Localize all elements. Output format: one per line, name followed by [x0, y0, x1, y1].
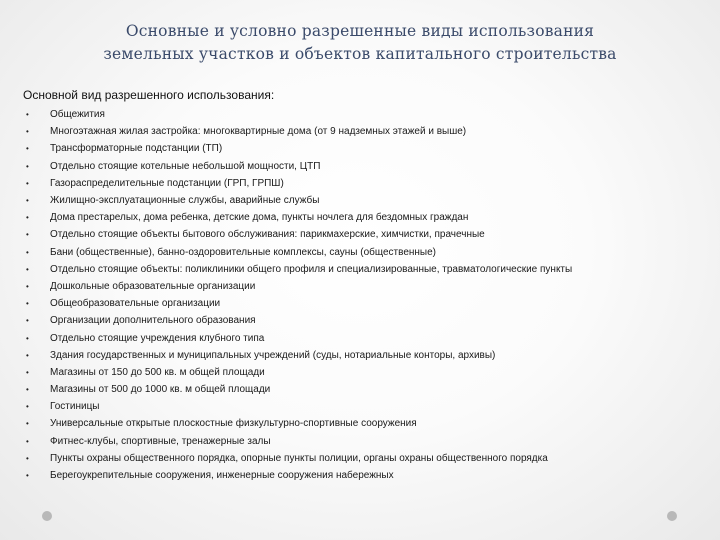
list-item-text: Организации дополнительного образования	[50, 315, 256, 327]
section-heading: Основной вид разрешенного использования:	[23, 88, 275, 102]
bullet-icon: •	[26, 264, 29, 274]
bullet-icon: •	[26, 419, 29, 429]
list-item	[26, 467, 572, 484]
list-item-text: Фитнес-клубы, спортивные, тренажерные залы	[50, 435, 271, 447]
bullet-icon: •	[26, 316, 29, 326]
list-item	[26, 450, 572, 467]
bullet-icon: •	[26, 281, 29, 291]
list-item	[26, 381, 572, 398]
decorative-dot-left	[42, 511, 52, 521]
list-item	[26, 278, 572, 295]
bullet-icon: •	[26, 453, 29, 463]
list-item-text: Отдельно стоящие объекты: поликлиники общего профиля и специализированные, травматологические пункты	[50, 263, 573, 275]
title-line-1: Основные и условно разрешенные виды использования	[125, 22, 595, 40]
list-item-text: Трансформаторные подстанции (ТП)	[50, 143, 223, 155]
bullet-icon: •	[26, 471, 29, 481]
bullet-icon: •	[26, 144, 29, 154]
list-item-text: Универсальные открытые плоскостные физкультурно-спортивные сооружения	[50, 418, 417, 430]
list-item-text: Общежития	[50, 109, 105, 121]
list-item-text: Магазины от 150 до 500 кв. м общей площади	[50, 366, 265, 378]
list-item	[26, 295, 572, 312]
list-item-text: Жилищно-эксплуатационные службы, аварийные службы	[50, 195, 320, 207]
slide-title	[0, 20, 720, 66]
bullet-icon: •	[26, 213, 29, 223]
list-item	[26, 192, 572, 209]
list-item	[26, 261, 572, 278]
list-item	[26, 433, 572, 450]
list-item-text: Магазины от 500 до 1000 кв. м общей площади	[50, 384, 271, 396]
list-item-text: Гостиницы	[50, 401, 100, 413]
list-item	[26, 312, 572, 329]
list-item-text: Здания государственных и муниципальных учреждений (суды, нотариальные конторы, архивы)	[50, 349, 496, 361]
list-item-text: Дошкольные образовательные организации	[50, 280, 256, 292]
list-item-text: Многоэтажная жилая застройка: многоквартирные дома (от 9 надземных этажей и выше)	[50, 126, 467, 138]
bullet-icon: •	[26, 299, 29, 309]
list-item	[26, 244, 572, 261]
bullet-icon: •	[26, 196, 29, 206]
title-line-2: земельных участков и объектов капитального строительства	[103, 45, 617, 63]
list-item-text: Отдельно стоящие учреждения клубного типа	[50, 332, 265, 344]
list-item-text: Бани (общественные), банно-оздоровительные комплексы, сауны (общественные)	[50, 246, 437, 258]
bullet-icon: •	[26, 230, 29, 240]
list-item	[26, 347, 572, 364]
list-item	[26, 140, 572, 157]
list-item-text: Пункты охраны общественного порядка, опорные пункты полиции, органы охраны общественного порядка	[50, 452, 548, 464]
list-item	[26, 123, 572, 140]
usage-list	[26, 106, 572, 484]
list-item-text: Газораспределительные подстанции (ГРП, ГРПШ)	[50, 177, 284, 189]
list-item-text: Отдельно стоящие котельные небольшой мощности, ЦТП	[50, 160, 321, 172]
bullet-icon: •	[26, 350, 29, 360]
list-item	[26, 415, 572, 432]
list-item-text: Берегоукрепительные сооружения, инженерные сооружения набережных	[50, 470, 394, 482]
bullet-icon: •	[26, 178, 29, 188]
bullet-icon: •	[26, 333, 29, 343]
decorative-dot-right	[667, 511, 677, 521]
list-item	[26, 209, 572, 226]
list-item	[26, 175, 572, 192]
bullet-icon: •	[26, 367, 29, 377]
list-item-text: Общеобразовательные организации	[50, 298, 221, 310]
list-item	[26, 398, 572, 415]
list-item	[26, 364, 572, 381]
list-item	[26, 106, 572, 123]
bullet-icon: •	[26, 247, 29, 257]
list-item	[26, 158, 572, 175]
bullet-icon: •	[26, 161, 29, 171]
bullet-icon: •	[26, 402, 29, 412]
list-item	[26, 329, 572, 346]
bullet-icon: •	[26, 110, 29, 120]
bullet-icon: •	[26, 127, 29, 137]
list-item	[26, 226, 572, 243]
list-item-text: Отдельно стоящие объекты бытового обслуживания: парикмахерские, химчистки, прачечные	[50, 229, 485, 241]
bullet-icon: •	[26, 436, 29, 446]
list-item-text: Дома престарелых, дома ребенка, детские дома, пункты ночлега для бездомных граждан	[50, 212, 469, 224]
bullet-icon: •	[26, 385, 29, 395]
